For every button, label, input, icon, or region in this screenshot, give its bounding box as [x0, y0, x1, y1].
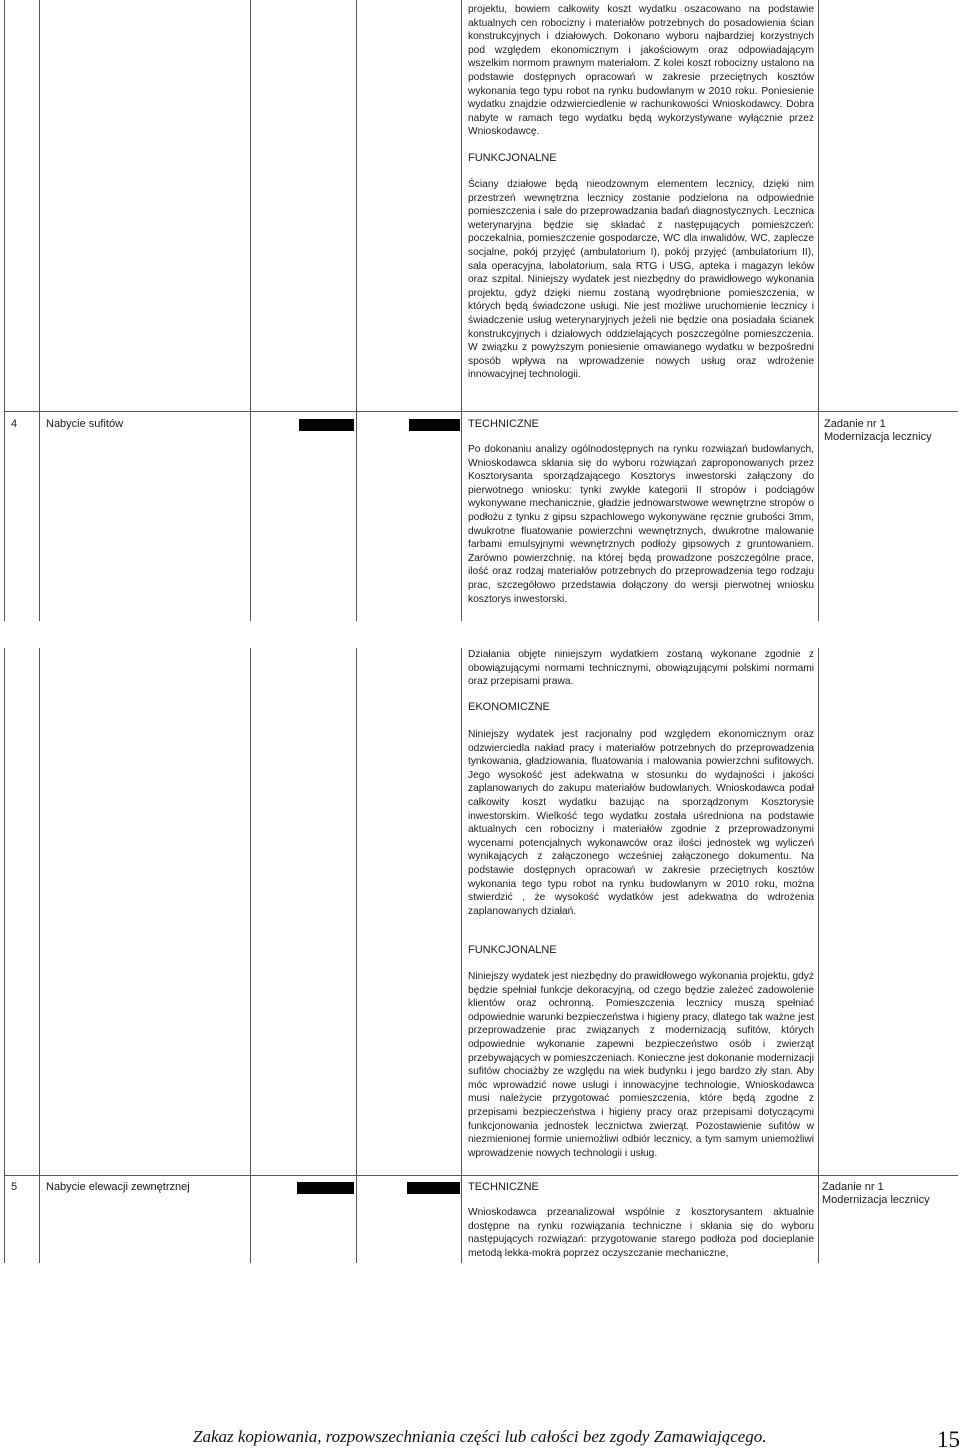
paragraph-techniczne: Wnioskodawca przeanalizował wspólnie z kosztorysantem aktualnie dostępne na rynku rozwiązania techniczne i skłania się do wyboru następujących rozwiązań: przygotowanie starego podłoża pod docieplanie metodą lekka-mokra poprzez oczyszczanie mechaniczne,	[468, 1207, 814, 1259]
row-divider	[4, 1175, 958, 1176]
paragraph-cost-justification: projektu, bowiem całkowity koszt wydatku oszacowano na podstawie aktualnych cen robocizny i materiałów potrzebnych do posadowienia ścian konstrukcyjnych i działowych. Dokonano wyboru najbardziej korzystnych pod względem ekonomicznym i jakościowym oraz odpowiadającym wszelkim normom prawnym materiałom. Z kolei koszt robocizny ustalono na podstawie dostępnych opracowań w zakresie przeciętnych kosztów wykonania tego typu robot na rynku budowlanym w 2010 roku. Poniesienie wydatku znajdzie odzwierciedlenie w rachunkowości Wnioskodawcy. Dobra nabyte w ramach tego wydatku będą wykorzystywane wyłącznie przez Wnioskodawcę.	[468, 4, 814, 138]
paragraph-standards: Działania objęte niniejszym wydatkiem zostaną wykonane zgodnie z obowiązującymi normami technicznymi, obowiązującymi polskimi normami oraz przepisami prawa.	[468, 649, 814, 688]
col-line	[4, 648, 5, 1263]
row-number: 4	[11, 418, 18, 430]
row-number: 5	[11, 1181, 18, 1193]
col-line	[818, 0, 819, 621]
row-divider	[4, 411, 958, 412]
col-line	[250, 0, 251, 621]
section-heading-funkcjonalne: FUNKCJONALNE	[468, 944, 557, 956]
paragraph-funkcjonalne: Ściany działowe będą nieodzownym elementem lecznicy, dzięki nim przestrzeń wewnętrzna lecznicy zostanie podzielona na odpowiednie pomieszczenia i sale do przeprowadzania badań diagnostycznych. Lecznica weterynaryjna będzie się składać z następujących pomieszczeń: poczekalnia, pomieszczenie gospodarcze, WC dla inwalidów, WC, zaplecze socjalne, pokój przyjęć (ambulatorium I), pokój przyjęć (ambulatorium II), sala operacyjna, labolatorium, sala RTG i USG, apteka i magazyn leków oraz szpital. Niniejszy wydatek jest niezbędny do prawidłowego wykonania projektu, gdyż dzięki niemu zostaną wyodrębnione pomieszczenia, w których będą świadczone usługi. Nie jest możliwe uruchomienie lecznicy i świadczenie usług weterynaryjnych jeżeli nie będzie ona posiadała ścianek konstrukcyjnych i działowych oddzielających poszczególne pomieszczenia. W związku z powyższym poniesienie omawianego wydatku w bezpośredni sposób wpływa na wprowadzenie nowych usług oraz wdrożenie innowacyjnej technologii.	[468, 179, 814, 381]
col-line	[356, 648, 357, 1263]
table-fragment-1	[0, 0, 960, 621]
redaction-bar	[299, 419, 354, 431]
paragraph-techniczne: Po dokonaniu analizy ogólnodostępnych na rynku rozwiązań budowlanych, Wnioskodawca skłania się do wyboru rozwiązań zaproponowanych przez Kosztorysanta sporządzającego Kosztorys inwestorski załączony do pierwotnego wniosku: tynki zwykłe kategorii II stropów i podciągów wykonywane mechanicznie, gładzie jednowarstwowe wewnętrzne stropów o podłożu z tynku z gipsu szpachlowego wykonywane ręcznie grubości 3mm, dwukrotne fluatowanie powierzchni wewnętrznych, dwukrotne malowanie farbami emulsyjnymi wewnętrznych podłoży gipsowych z gruntowaniem. Zarówno powierzchnię, na której będą prowadzone poszczególne prace, ilość oraz rodzaj materiałów potrzebnych do przeprowadzenia tego rodzaju prac, szczegółowo przedstawia dołączony do wersji pierwotnej wniosku kosztorys inwestorski.	[468, 444, 814, 605]
table-fragment-2	[0, 648, 960, 1263]
section-heading-techniczne: TECHNICZNE	[468, 1181, 539, 1193]
task-description: Modernizacja lecznicy	[824, 431, 932, 443]
redaction-bar	[407, 1182, 460, 1194]
redaction-bar	[409, 419, 460, 431]
col-line	[818, 648, 819, 1263]
col-line	[39, 0, 40, 621]
task-label: Zadanie nr 1	[822, 1181, 884, 1193]
section-heading-techniczne: TECHNICZNE	[468, 418, 539, 430]
expense-name: Nabycie elewacji zewnętrznej	[46, 1181, 190, 1193]
task-description: Modernizacja lecznicy	[822, 1194, 930, 1206]
task-label: Zadanie nr 1	[824, 418, 886, 430]
section-heading-ekonomiczne: EKONOMICZNE	[468, 701, 550, 713]
col-line	[4, 0, 5, 621]
section-heading-funkcjonalne: FUNKCJONALNE	[468, 152, 557, 164]
col-line	[461, 0, 462, 621]
col-line	[250, 648, 251, 1263]
expense-name: Nabycie sufitów	[46, 418, 124, 430]
redaction-bar	[297, 1182, 354, 1194]
col-line	[356, 0, 357, 621]
paragraph-funkcjonalne: Niniejszy wydatek jest niezbędny do prawidłowego wykonania projektu, gdyż będzie spełniał funkcje dekoracyjną, od czego będzie zależeć zadowolenie klientów oraz ochronną. Pomieszczenia lecznicy muszą spełniać odpowiednie warunki bezpieczeństwa i higieny pracy, dlatego tak ważne jest przeprowadzenie prac związanych z modernizacją sufitów, których odpowiednie wykonanie zapewni bezpieczeństwo osób i zwierząt przebywających w pomieszczeniach. Konieczne jest dokonanie modernizacji sufitów chociażby ze względu na wiek budynku i jego bardzo zły stan. Aby móc wprowadzić nowe usługi i innowacyjne technologie, Wnioskodawca musi należycie przygotować pomieszczenia, które będą zgodne z przepisami bezpieczeństwa i higieny pracy oraz przepisami dotyczącymi funkcjonowania jednostek lecznictwa zwierząt. Pozostawienie sufitów w niezmienionej formie uniemożliwi odbiór lecznicy, a tym samym uniemożliwi wprowadzenie nowych technologii i usług.	[468, 971, 814, 1159]
page-number: 15	[937, 1427, 960, 1452]
copyright-notice: Zakaz kopiowania, rozpowszechniania części lub całości bez zgody Zamawiającego.	[193, 1427, 767, 1446]
col-line	[461, 648, 462, 1263]
paragraph-ekonomiczne: Niniejszy wydatek jest racjonalny pod względem ekonomicznym oraz odzwierciedla nakład pracy i materiałów potrzebnych do przeprowadzenia tynkowania, gładziowania, fluatowania i malowania powierzchni sufitowych. Jego wysokość jest adekwatna w stosunku do wydajności i jakości zaplanowanych do zakupu materiałów budowlanych. Wnioskodawca podał całkowity koszt wydatku bazując na sporządzonym Kosztorysie inwestorskim. Wielkość tego wydatku została uśredniona na podstawie aktualnych cen robocizny i materiałów zgodnie z przeprowadzonymi wycenami potencjalnych wykonawców oraz ilości jednostek wg wyliczeń wynikających z załączonego wcześniej załączonego dokumentu. Na podstawie dostępnych opracowań w zakresie przeciętnych kosztów wykonania tego typu robot na rynku budowlanym w 2010 roku, można stwierdzić , że wysokość wydatków jest adekwatna do wdrożenia zaplanowanych działań.	[468, 729, 814, 917]
col-line	[39, 648, 40, 1263]
